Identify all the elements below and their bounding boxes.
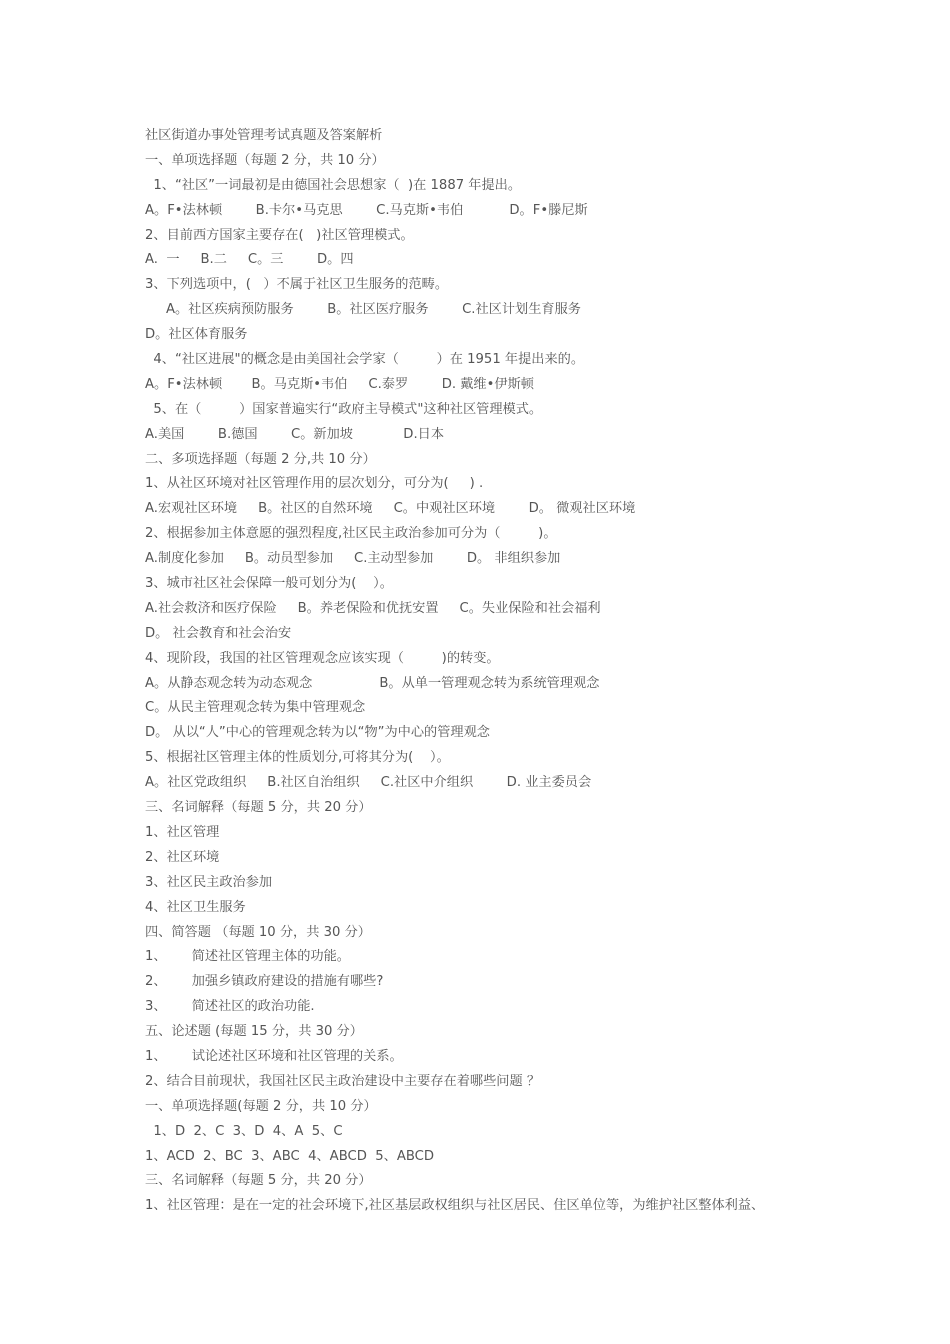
section-heading: 三、名词解释（每题 5 分，共 20 分） <box>145 1173 372 1189</box>
question-text: 3、下列选项中，( ）不属于社区卫生服务的范畴。 <box>145 277 449 293</box>
section-heading: 一、单项选择题（每题 2 分，共 10 分） <box>145 152 385 168</box>
section-heading: 五、论述题 (每题 15 分，共 30 分） <box>145 1024 363 1040</box>
answer-key: 1、ACD 2、BC 3、ABC 4、ABCD 5、ABCD <box>145 1148 435 1164</box>
answer-options: A。F•法林顿 B。马克斯•韦伯 C.泰罗 D. 戴维•伊斯顿 <box>145 376 534 392</box>
answer-options: A.社会救济和医疗保险 B。养老保险和优抚安置 C。失业保险和社会福利 <box>145 600 601 616</box>
question-text: 2、结合目前现状，我国社区民主政治建设中主要存在着哪些问题 ？ <box>145 1073 541 1089</box>
answer-options: A. 一 B.二 C。三 D。四 <box>145 252 354 268</box>
answer-options: D。社区体育服务 <box>145 327 248 343</box>
section-heading: 三、名词解释（每题 5 分，共 20 分） <box>145 800 372 816</box>
answer-options: D。 从以“人”中心的管理观念转为以“物”为中心的管理观念 <box>145 725 490 741</box>
question-text: 3、城市社区社会保障一般可划分为( ）。 <box>145 576 393 592</box>
question-text: 1、“社区”一词最初是由德国社会思想家（ )在 1887 年提出。 <box>145 177 522 193</box>
question-text: 1、社区管理 <box>145 824 220 840</box>
question-text: 4、现阶段，我国的社区管理观念应该实现（ )的转变。 <box>145 650 500 666</box>
section-heading: 四、简答题 （每题 10 分，共 30 分） <box>145 924 371 940</box>
question-text: 3、 简述社区的政治功能. <box>145 999 315 1015</box>
document-title: 社区街道办事处管理考试真题及答案解析 <box>145 128 383 143</box>
question-text: 1、 简述社区管理主体的功能。 <box>145 949 350 965</box>
section-heading: 二、多项选择题（每题 2 分,共 10 分） <box>145 451 376 467</box>
answer-options: A。社区党政组织 B.社区自治组织 C.社区中介组织 D. 业主委员会 <box>145 775 592 791</box>
question-text: 3、社区民主政治参加 <box>145 874 273 890</box>
answer-options: A。F•法林顿 B.卡尔•马克思 C.马克斯•韦伯 D。F•滕尼斯 <box>145 202 588 218</box>
answer-options: A.美国 B.德国 C。新加坡 D.日本 <box>145 426 445 442</box>
section-heading: 一、单项选择题(每题 2 分，共 10 分） <box>145 1098 377 1114</box>
question-text: 5、根据社区管理主体的性质划分,可将其分为( ）。 <box>145 750 450 766</box>
answer-options: A。从静态观念转为动态观念 B。从单一管理观念转为系统管理观念 <box>145 675 600 691</box>
question-text: 4、社区卫生服务 <box>145 899 246 915</box>
answer-options: A.制度化参加 B。动员型参加 C.主动型参加 D。 非组织参加 <box>145 551 561 567</box>
answer-options: C。从民主管理观念转为集中管理观念 <box>145 700 366 716</box>
question-text: 2、社区环境 <box>145 849 220 865</box>
question-text: 1、 试论述社区环境和社区管理的关系。 <box>145 1048 403 1064</box>
question-text: 2、目前西方国家主要存在( )社区管理模式。 <box>145 227 414 243</box>
answer-text: 1、社区管理：是在一定的社会环境下,社区基层政权组织与社区居民、住区单位等，为维护社区整体利益、 <box>145 1198 765 1214</box>
question-text: 1、从社区环境对社区管理作用的层次划分，可分为( ) . <box>145 476 484 492</box>
answer-options: A。社区疾病预防服务 B。社区医疗服务 C.社区计划生育服务 <box>145 302 581 318</box>
answer-key: 1、D 2、C 3、D 4、A 5、C <box>145 1123 343 1139</box>
question-text: 2、 加强乡镇政府建设的措施有哪些? <box>145 974 384 990</box>
document-body <box>145 124 835 1219</box>
question-text: 2、根据参加主体意愿的强烈程度,社区民主政治参加可分为（ )。 <box>145 526 557 542</box>
question-text: 5、在（ ）国家普遍实行“政府主导模式"这种社区管理模式。 <box>145 401 543 417</box>
question-text: 4、“社区进展"的概念是由美国社会学家（ ）在 1951 年提出来的。 <box>145 352 585 368</box>
answer-options: D。 社会教育和社会治安 <box>145 625 292 641</box>
answer-options: A.宏观社区环境 B。社区的自然环境 C。中观社区环境 D。 微观社区环境 <box>145 501 636 517</box>
